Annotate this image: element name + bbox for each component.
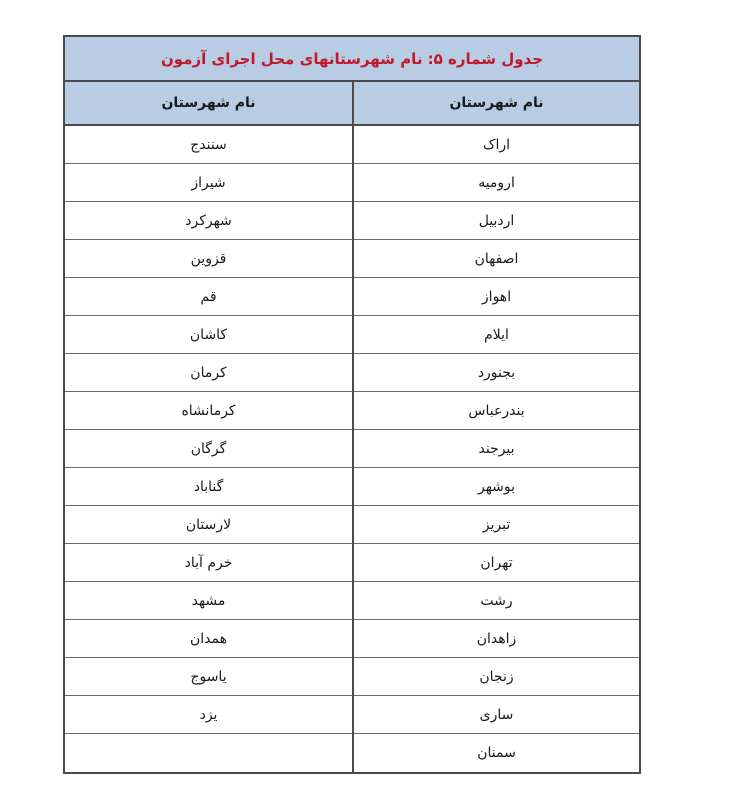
table-cell: گناباد <box>65 468 352 506</box>
table-cell: قم <box>65 278 352 316</box>
column-header-left: نام شهرستان <box>65 82 352 126</box>
table-cell: بجنورد <box>354 354 639 392</box>
table-body <box>65 82 639 772</box>
table-cell: رشت <box>354 582 639 620</box>
right-column <box>352 82 639 772</box>
table-cell: ایلام <box>354 316 639 354</box>
left-column <box>65 82 352 772</box>
table-cell: مشهد <box>65 582 352 620</box>
table-cell: خرم آباد <box>65 544 352 582</box>
table-cell: ساری <box>354 696 639 734</box>
column-header-right: نام شهرستان <box>354 82 639 126</box>
table-cell: بندرعباس <box>354 392 639 430</box>
table-cell: زاهدان <box>354 620 639 658</box>
table-cell: تهران <box>354 544 639 582</box>
table-title: جدول شماره ۵: نام شهرستانهای محل اجرای آزمون <box>65 37 639 82</box>
table-cell: شیراز <box>65 164 352 202</box>
table-cell: شهرکرد <box>65 202 352 240</box>
table-cell: بوشهر <box>354 468 639 506</box>
table-cell: اردبیل <box>354 202 639 240</box>
table-cell: همدان <box>65 620 352 658</box>
table-cell: یزد <box>65 696 352 734</box>
table-cell: اصفهان <box>354 240 639 278</box>
table-cell: اهواز <box>354 278 639 316</box>
table-cell: سنندج <box>65 126 352 164</box>
table-cell: اراک <box>354 126 639 164</box>
table-cell: گرگان <box>65 430 352 468</box>
table-cell: کاشان <box>65 316 352 354</box>
table-cell: یاسوج <box>65 658 352 696</box>
table-cell: بیرجند <box>354 430 639 468</box>
table-cell: کرمان <box>65 354 352 392</box>
table-cell: کرمانشاه <box>65 392 352 430</box>
table-cell: تبریز <box>354 506 639 544</box>
table-cell: سمنان <box>477 745 516 761</box>
table-cell: قزوین <box>65 240 352 278</box>
table-cell: لارستان <box>65 506 352 544</box>
cities-table <box>63 35 641 774</box>
table-cell: زنجان <box>354 658 639 696</box>
table-cell <box>65 734 352 772</box>
table-cell: ارومیه <box>354 164 639 202</box>
